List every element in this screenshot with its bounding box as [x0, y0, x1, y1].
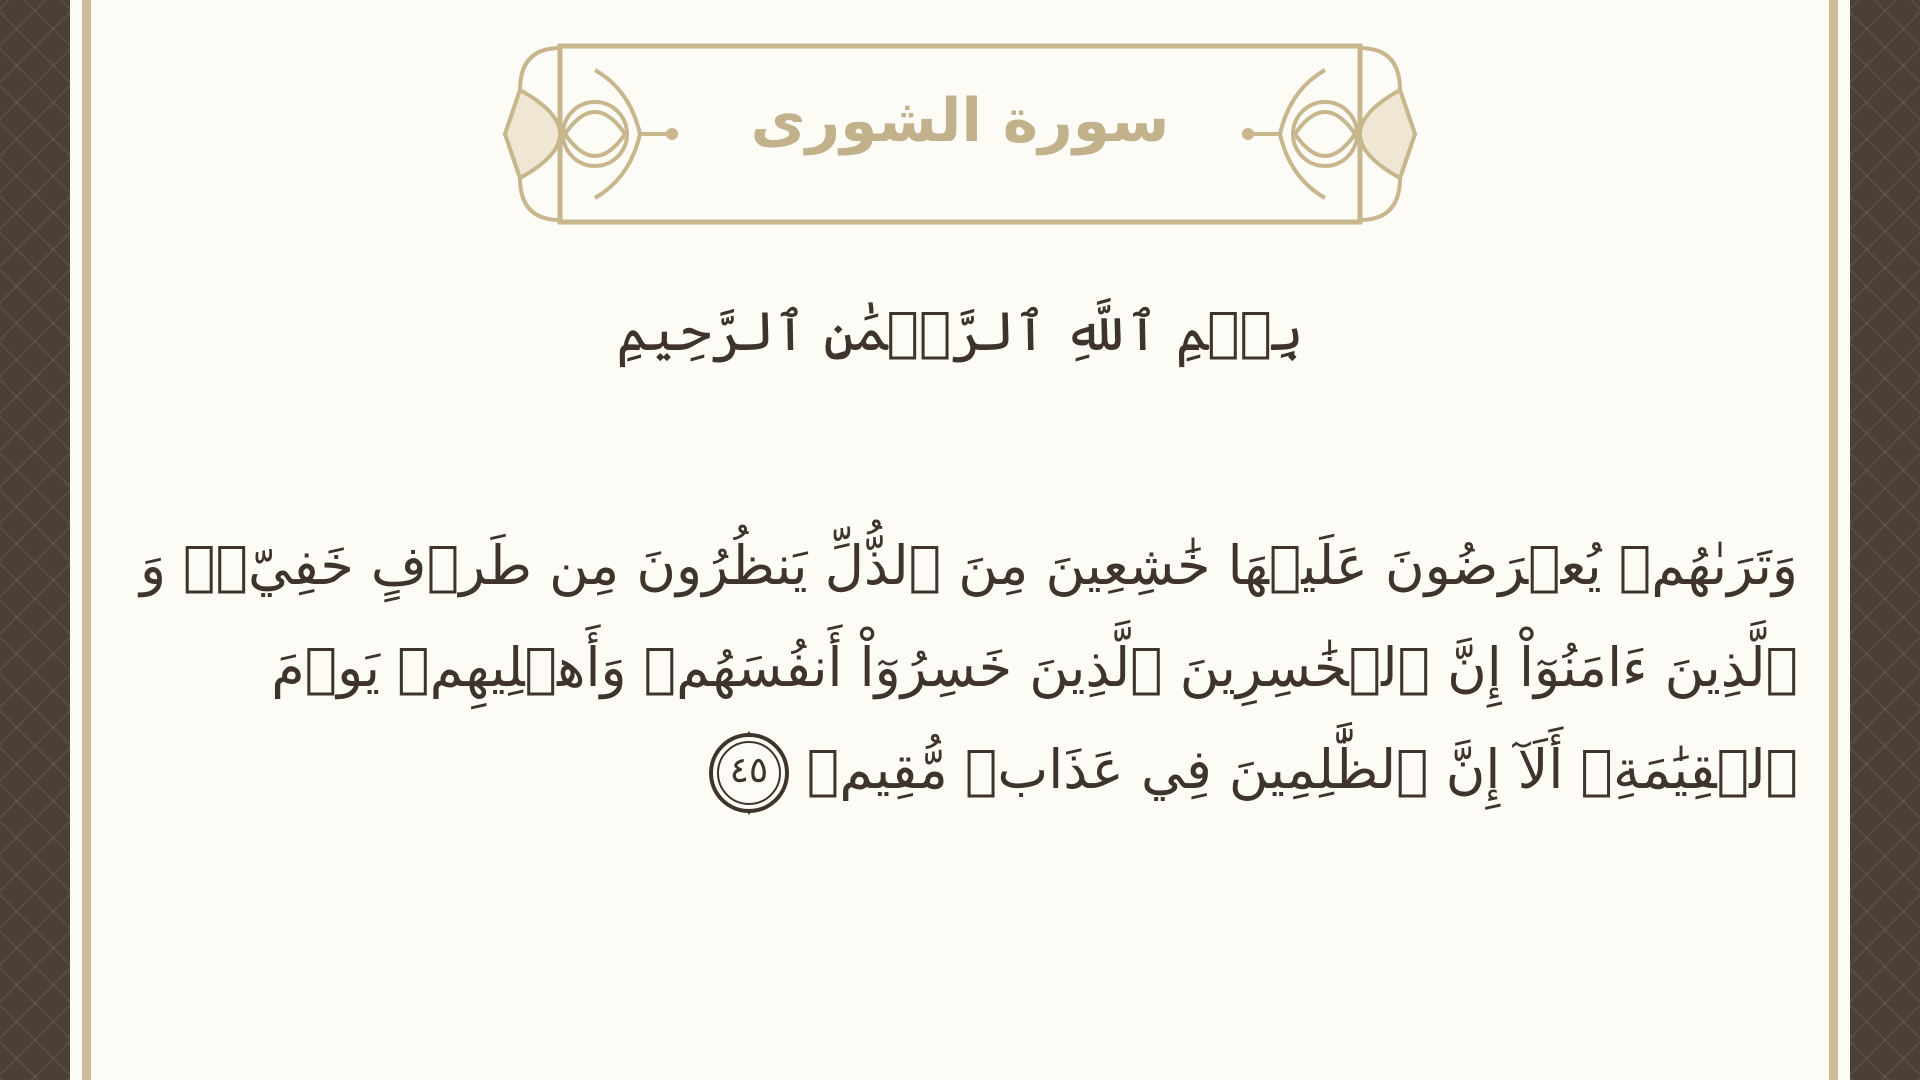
verse-text [90, 515, 1798, 821]
surah-title: سورة الشورى [750, 86, 1170, 156]
verse-line-2: ٱلَّذِينَ ءَامَنُوٓاْ إِنَّ ٱلۡخَٰسِرِينَ ٱلَّذِينَ خَسِرُوٓاْ أَنفُسَهُمۡ وَأَهۡلِيهِمۡ يَوۡمَ [271, 636, 1798, 699]
ayah-number-marker [705, 729, 793, 817]
basmala: بِسۡمِ ٱللَّهِ ٱلرَّحۡمَٰنِ ٱلرَّحِيمِ [616, 300, 1304, 363]
verse-line-1: وَتَرَىٰهُمۡ يُعۡرَضُونَ عَلَيۡهَا خَٰشِعِينَ مِنَ ٱلذُّلِّ يَنظُرُونَ مِن طَرۡفٍ خَفِيّٖۗ وَ [139, 534, 1798, 597]
ayah-number: ٤٥ [729, 750, 769, 792]
verse-line-3 [90, 719, 1798, 821]
verse-line-3-text: ٱلۡقِيَٰمَةِۗ أَلَآ إِنَّ ٱلظَّٰلِمِينَ فِي عَذَابٖ مُّقِيمٖ [806, 738, 1798, 801]
